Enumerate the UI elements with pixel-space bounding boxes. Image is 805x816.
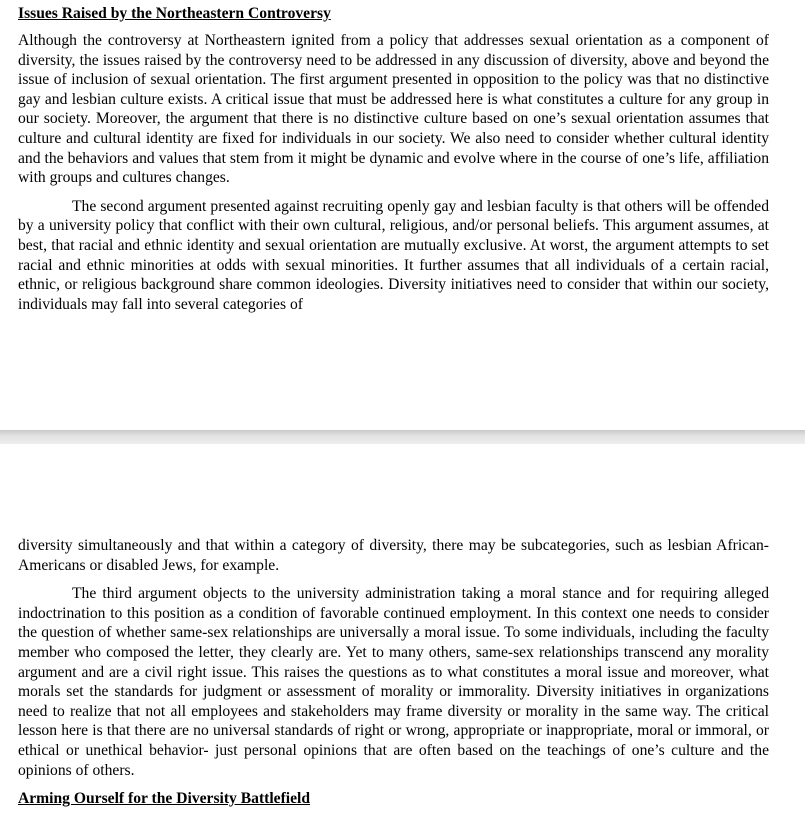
paragraph-2: The second argument presented against recruiting openly gay and lesbian faculty is that others will be offended by a university policy that conflict with their own cultural, religious, and/or personal beliefs. This argument assumes, at best, that racial and ethnic identity and sexual orientation are mutually exclusive. At worst, the argument attempts to set racial and ethnic minorities at odds with sexual minorities. It further assumes that all individuals of a certain racial, ethnic, or religious background share common ideologies. Diversity initiatives need to consider that within our society, individuals may fall into several categories of [18, 197, 769, 313]
next-section-heading: Arming Ourself for the Diversity Battlefield [18, 790, 311, 808]
section-heading: Issues Raised by the Northeastern Controversy [18, 5, 331, 22]
page-bottom-content [18, 536, 769, 808]
document-page-bottom [0, 444, 805, 816]
page-top-content [18, 4, 769, 323]
paragraph-1: Although the controversy at Northeastern ignited from a policy that addresses sexual orientation as a component of diversity, the issues raised by the controversy need to be addressed in any discussion of diversity, above and beyond the issue of inclusion of sexual orientation. The first argument presented in opposition to the policy was that no distinctive gay and lesbian culture exists. A critical issue that must be addressed here is what constitutes a culture for any group in our society. Moreover, the argument that there is no distinctive culture based on one’s sexual orientation assumes that culture and cultural identity are fixed for individuals in our society. We also need to consider whether cultural identity and the behaviors and values that stem from it might be dynamic and evolve where in the course of one’s life, affiliation with groups and cultures changes. [18, 32, 769, 187]
page-break-divider [0, 430, 805, 444]
paragraph-3: The third argument objects to the university administration taking a moral stance and for requiring alleged indoctrination to this position as a condition of favorable continued employment. In this context one needs to consider the question of whether same-sex relationships are universally a moral issue. To some individuals, including the faculty member who composed the letter, they clearly are. Yet to many others, same-sex relationships transcend any morality argument and are a civil right issue. This raises the questions as to what constitutes a moral issue and moreover, what morals set the standards for judgment or assessment of morality or immorality. Diversity initiatives in organizations need to realize that not all employees and stakeholders may frame diversity or morality in the same way. The critical lesson here is that there are no universal standards of right or wrong, appropriate or inappropriate, moral or immoral, or ethical or unethical behavior- just personal opinions that are often based on the teachings of one’s culture and the opinions of others. [18, 585, 769, 779]
paragraph-2-continued: diversity simultaneously and that within a category of diversity, there may be subcategories, such as lesbian African-Americans or disabled Jews, for example. [18, 537, 769, 574]
